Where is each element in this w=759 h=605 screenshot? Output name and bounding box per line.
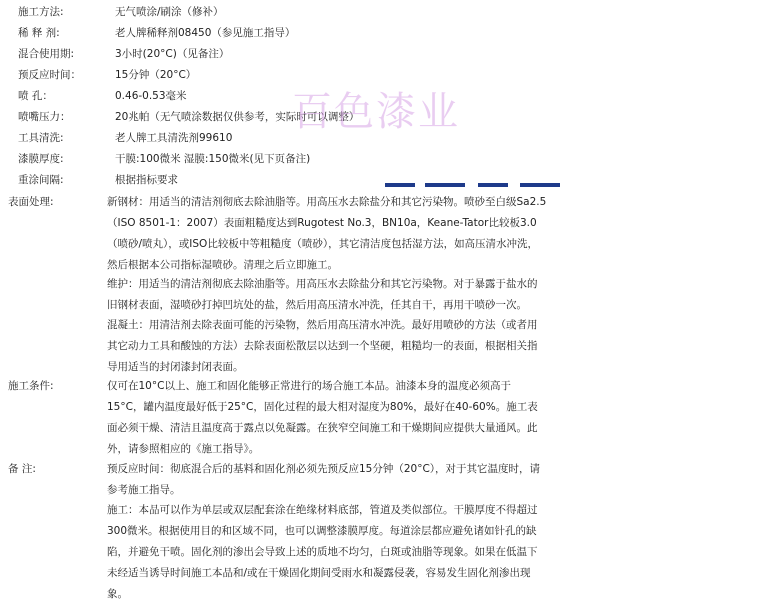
- spec-value: 0.46-0.53毫米: [115, 90, 187, 102]
- spec-label: 施工方法:: [18, 6, 64, 18]
- spec-label: 预反应时间：: [18, 69, 81, 81]
- decorative-divider: [425, 183, 465, 187]
- spec-label: 重涂间隔:: [18, 174, 64, 186]
- spec-value: 无气喷涂/刷涂（修补）: [115, 6, 224, 18]
- spec-label: 稀 释 剂:: [18, 27, 60, 39]
- surface-para-maintenance: 维护：用适当的清洁剂彻底去除油脂等。用高压水去除盐分和其它污染物。对于暴露于盐水的旧钢材表面，湿喷砂打掉凹坑处的盐，然后用高压清水冲洗，任其自干，再用干喷砂一次。: [107, 278, 538, 311]
- conditions-text: 仅可在10°C以上、施工和固化能够正常进行的场合施工本品。油漆本身的温度必须高于15°C，罐内温度最好低于25°C，固化过程的最大相对湿度为80%，最好在40-60%。施工表面必须干燥、清洁且温度高于露点以免凝露。在狭窄空间施工和干燥期间应提供大量通风。此外，请参照相应的《施工指导》。: [107, 380, 538, 455]
- spec-label: 漆膜厚度:: [18, 153, 64, 165]
- decorative-divider: [520, 183, 560, 187]
- watermark: 百色漆业: [292, 89, 460, 135]
- surface-para-new-steel: 新钢材：用适当的清洁剂彻底去除油脂等。用高压水去除盐分和其它污染物。喷砂至白级Sa2.5（ISO 8501-1：2007）表面粗糙度达到Rugotest No.3，BN10a，Keane-Tator比较板3.0（喷砂/喷丸），或ISO比较板中等粗糙度（喷砂），其它清洁度包括湿方法，如高压清水冲洗，然后根据本公司指标湿喷砂。清理之后立即施工。: [107, 196, 547, 271]
- surface-para-concrete: 混凝土：用清洁剂去除表面可能的污染物，然后用高压清水冲洗。最好用喷砂的方法（或者用其它动力工具和酸蚀的方法）去除表面松散层以达到一个坚硬，粗糙均一的表面，根据相关指导用适当的封闭漆封闭表面。: [107, 319, 538, 373]
- spec-label: 混合使用期:: [18, 48, 75, 60]
- spec-value: 20兆帕（无气喷涂数据仅供参考，实际时可以调整）: [115, 111, 360, 123]
- section-label-surface: 表面处理:: [8, 196, 54, 208]
- decorative-divider: [385, 183, 415, 187]
- spec-label: 喷 孔：: [18, 90, 53, 102]
- spec-value: 15分钟（20°C）: [115, 69, 197, 81]
- spec-value: 根据指标要求: [115, 174, 178, 186]
- section-label-remarks: 备 注:: [8, 463, 36, 475]
- section-label-conditions: 施工条件:: [8, 380, 54, 392]
- spec-value: 老人牌稀释剂08450（参见施工指导）: [115, 27, 296, 39]
- spec-value: 干膜:100微米 湿膜:150微米(见下页备注): [115, 153, 311, 165]
- decorative-divider: [478, 183, 508, 187]
- spec-label: 喷嘴压力：: [18, 111, 71, 123]
- remarks-para-application: 施工：本品可以作为单层或双层配套涂在绝缘材料底部，管道及类似部位。干膜厚度不得超过300微米。根据使用目的和区域不同，也可以调整漆膜厚度。每道涂层都应避免诸如针孔的缺陷，并避免干喷。固化剂的渗出会导致上述的质地不均匀，白斑或油脂等现象。如果在低温下未经适当诱导时间施工本品和/或在干燥固化期间受雨水和凝露侵袭，容易发生固化剂渗出现象。: [107, 504, 538, 600]
- spec-value: 3小时(20°C)（见备注）: [115, 48, 230, 60]
- spec-value: 老人牌工具清洗剂99610: [115, 132, 233, 144]
- remarks-para-induction: 预反应时间：彻底混合后的基料和固化剂必须先预反应15分钟（20°C），对于其它温度时，请参考施工指导。: [107, 463, 541, 496]
- spec-label: 工具清洗:: [18, 132, 64, 144]
